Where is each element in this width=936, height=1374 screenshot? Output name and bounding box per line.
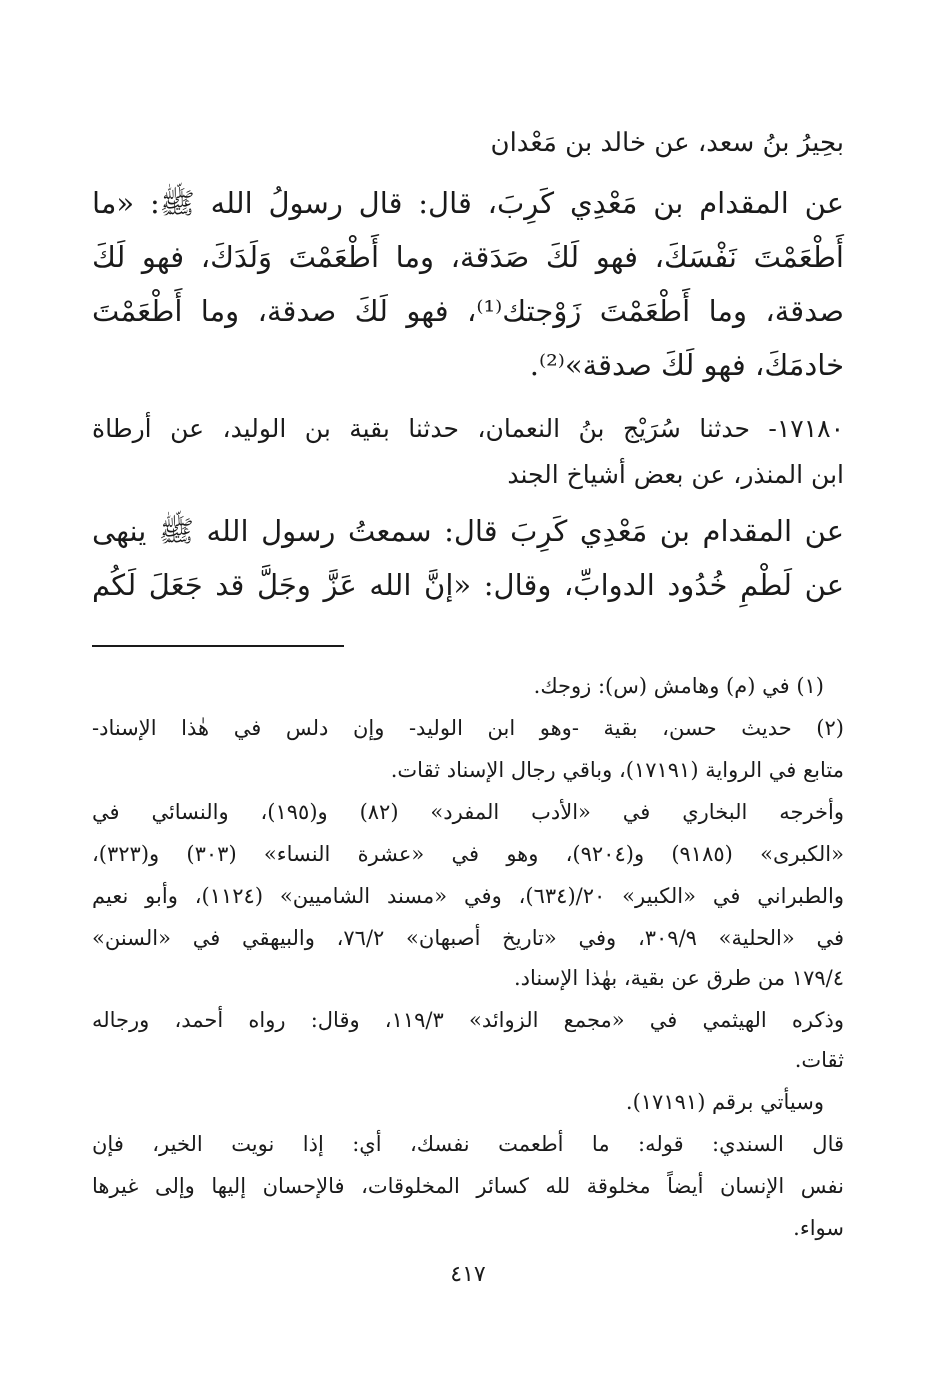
footnote-2-line-10: وسيأتي برقم (١٧١٩١). [625,1090,824,1114]
hadith1-line-4: خادمَكَ، فهو لَكَ صدقة»⁽²⁾. [529,348,844,382]
footnote-1: (١) في (م) وهامش (س): زوجك. [533,674,824,698]
footnote-2-line-1: (٢) حديث حسن، بقية -وهو ابن الوليد- وإن دلس في هٰذا الإسناد- [92,716,844,740]
footnote-2-line-12: نفس الإنسان أيضاً مخلوقة لله كسائر المخلوقات، فالإحسان إليها وإلى غيرها [92,1174,844,1198]
footnote-2-line-3: وأخرجه البخاري في «الأدب المفرد» (٨٢) و(١٩٥)، والنسائي في [92,800,845,824]
hadith1-line-2: أَطْعَمْتَ نَفْسَكَ، فهو لَكَ صَدَقة، وما أَطْعَمْتَ وَلَدَكَ، فهو لَكَ [92,240,844,274]
footnote-2-line-6: في «الحلية» ٣٠٩/٩، وفي «تاريخ أصبهان» ٧٦/٢، والبيهقي في «السنن» [92,926,844,950]
intro-line: بحِيرُ بنُ سعد، عن خالد بن مَعْدان [490,128,844,158]
footnote-2-line-8: وذكره الهيثمي في «مجمع الزوائد» ١١٩/٣، وقال: رواه أحمد، ورجاله [92,1008,844,1032]
footnote-separator [92,645,344,647]
footnote-2-line-9: ثقات. [794,1048,844,1072]
hadith2-line-1: عن المقدام بن مَعْدِي كَرِبَ قال: سمعتُ رسول الله ﷺ ينهى [92,514,844,548]
footnote-2-line-11: قال السندي: قوله: ما أطعمت نفسك، أي: إذا نويت الخير، فإن [92,1132,844,1156]
hadith1-line-3: صدقة، وما أَطْعَمْتَ زَوْجتك⁽¹⁾، فهو لَكَ صدقة، وما أَطْعَمْتَ [92,294,844,328]
page-number: ٤١٧ [450,1262,486,1287]
footnote-2-line-2: متابع في الرواية (١٧١٩١)، وباقي رجال الإسناد ثقات. [390,758,844,782]
chain-line-1: ١٧١٨٠- حدثنا سُرَيْج بنُ النعمان، حدثنا بقية بن الوليد، عن أرطاة [92,414,844,443]
footnote-2-line-4: «الكبرى» (٩١٨٥) و(٩٢٠٤)، وهو في «عشرة النساء» (٣٠٣) و(٣٢٣)، [92,842,844,866]
footnote-2-line-5: والطبراني في «الكبير» ٢٠/(٦٣٤)، وفي «مسند الشاميين» (١١٢٤)، وأبو نعيم [92,884,844,908]
footnote-2-line-13: سواء. [793,1216,844,1240]
chain-line-2: ابن المنذر، عن بعض أشياخ الجند [507,460,844,489]
footnote-2-line-7: ١٧٩/٤ من طرق عن بقية، بهٰذا الإسناد. [514,966,844,990]
hadith2-line-2: عن لَطْمِ خُدُود الدوابِّ، وقال: «إنَّ الله عَزَّ وجَلَّ قد جَعَلَ لَكُم [92,568,844,602]
hadith1-line-1: عن المقدام بن مَعْدِي كَرِبَ، قال: قال رسولُ الله ﷺ: «ما [92,186,844,220]
